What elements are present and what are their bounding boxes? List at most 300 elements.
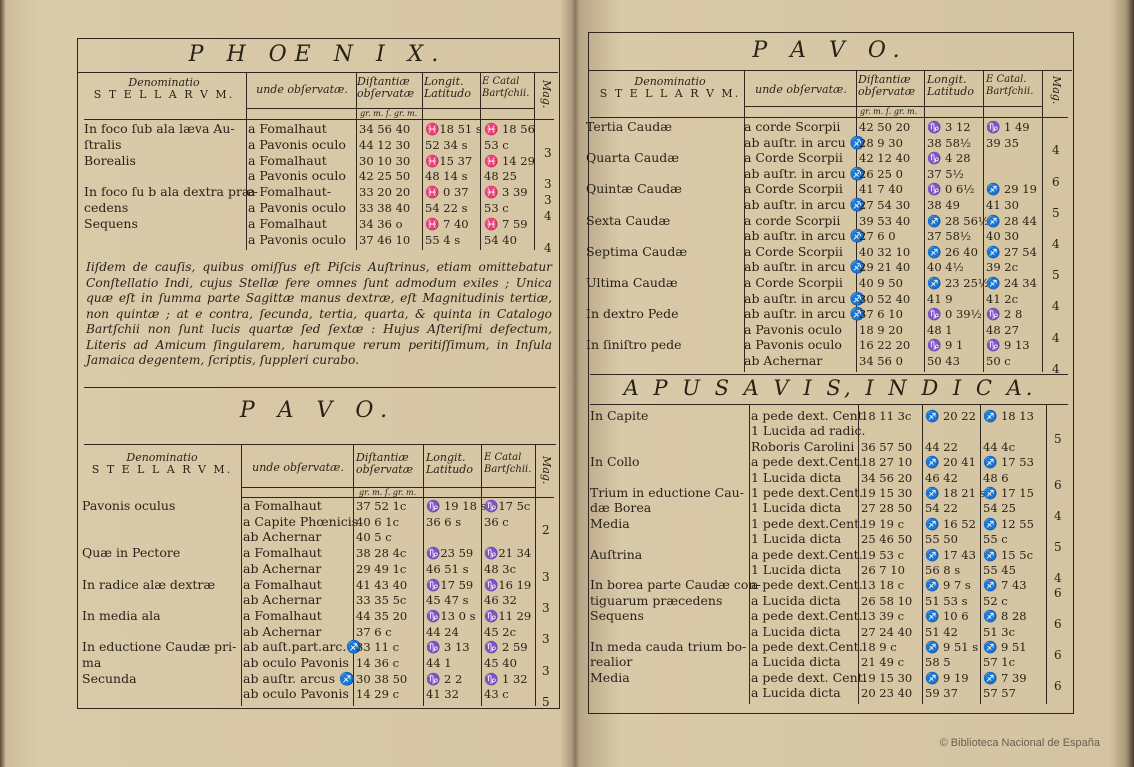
- distance-value: 38 28 4c: [356, 546, 407, 561]
- col-header-distantiae: Diſtantiæ obſervatæ: [356, 451, 414, 476]
- star-name: In foco ſu b ala dextra præ-: [84, 184, 258, 200]
- star-name: In borea parte Caudæ con-: [590, 577, 761, 593]
- longitude-value: 52 34 s: [425, 137, 468, 152]
- longitude-value: ♑ 0 39½: [927, 307, 982, 322]
- longitude-value: 51 42: [925, 624, 958, 639]
- magnitude-value: 2: [542, 522, 550, 537]
- star-name: Sexta Caudæ: [586, 212, 671, 228]
- observed-from: 1 Lucida dicta: [751, 562, 842, 577]
- longitude-value: 45 47 s: [426, 593, 469, 608]
- longitude-value: 48 14 s: [425, 169, 468, 184]
- col-rule: [246, 72, 247, 250]
- observed-from: a Fomalhaut: [248, 121, 327, 136]
- header-rule: [241, 487, 535, 488]
- longitude-value: 46 51 s: [426, 561, 469, 576]
- longitude-value: ♓15 37: [425, 153, 473, 168]
- col-rule: [423, 444, 424, 706]
- star-name: In radice alæ dextræ: [82, 576, 216, 592]
- magnitude-value: 4: [544, 240, 552, 255]
- magnitude-value: 4: [544, 208, 552, 223]
- star-name: In Collo: [590, 454, 640, 470]
- distance-value: 42 50 20: [859, 120, 911, 134]
- divider: [588, 70, 1072, 71]
- magnitude-value: 5: [1052, 205, 1060, 220]
- longitude-value: ♑ 4 28: [927, 151, 971, 166]
- distance-value: 42 25 50: [359, 169, 411, 184]
- distance-value: 26 58 10: [861, 593, 913, 608]
- divider: [590, 404, 1068, 405]
- distance-value: 19 15 30: [861, 486, 913, 500]
- longitude-value: ♐ 20 41: [925, 455, 976, 470]
- longitude-value: 44 1: [426, 656, 452, 670]
- observed-from: a Corde Scorpii: [744, 275, 843, 290]
- catalogue-value: ♑16 19: [484, 577, 532, 592]
- col-header-longitudo: Longit. Latitudo: [927, 73, 974, 98]
- library-credit: © Biblioteca Nacional de España: [939, 737, 1100, 749]
- catalogue-value: 54 40: [484, 232, 517, 247]
- distance-value: 19 19 c: [861, 516, 905, 531]
- col-rule: [353, 444, 354, 706]
- catalogue-value: 54 25: [983, 501, 1016, 516]
- observed-from: a Fomalhaut-: [248, 184, 332, 200]
- magnitude-value: 5: [1054, 432, 1062, 447]
- distance-value: 41 43 40: [356, 577, 408, 592]
- col-rule: [749, 404, 750, 704]
- catalogue-value: ♐ 28 44: [986, 213, 1037, 228]
- catalogue-value: ♐ 8 28: [983, 609, 1027, 624]
- magnitude-value: 5: [542, 695, 550, 710]
- distance-value: 39 53 40: [859, 213, 911, 228]
- col-rule: [924, 70, 925, 372]
- star-name: ſtralis: [84, 136, 122, 152]
- longitude-value: ♓ 0 37: [425, 185, 469, 200]
- magnitude-value: 4: [1052, 299, 1060, 314]
- magnitude-value: 4: [1052, 143, 1060, 158]
- longitude-value: ♐ 28 56½: [927, 213, 990, 228]
- catalogue-value: ♐ 7 39: [983, 670, 1027, 685]
- col-header-denominatio: Denominatio S T E L L A R V M.: [93, 76, 235, 101]
- units-row: gr. m. ſ. gr. m.: [359, 488, 417, 497]
- distance-value: 34 56 20: [861, 470, 913, 485]
- star-name: Tertia Caudæ: [586, 119, 673, 134]
- observed-from: a Fomalhaut: [243, 576, 322, 592]
- catalogue-value: ♐ 29 19: [986, 182, 1037, 197]
- longitude-value: 55 4 s: [425, 232, 461, 247]
- observed-from: ab auſtr. in arcu ♐: [744, 259, 866, 275]
- magnitude-value: 4: [1054, 570, 1062, 585]
- longitude-value: ♑13 0 s: [426, 608, 476, 623]
- catalogue-value: 39 35: [986, 135, 1019, 150]
- col-header-unde: unde obſervatæ.: [256, 83, 348, 96]
- observed-from: a pede dext.Cent.: [751, 454, 863, 470]
- distance-value: 21 49 c: [861, 655, 905, 670]
- star-name: Media: [590, 515, 630, 531]
- observed-from: ab Achernar: [243, 592, 322, 608]
- col-header-magnitudo: Mag.: [1050, 76, 1063, 105]
- distance-value: 41 7 40: [859, 182, 903, 197]
- longitude-value: 50 43: [927, 354, 960, 368]
- observed-from: ab auſt.part.arc.♐: [243, 639, 362, 655]
- star-name: Quintæ Caudæ: [586, 181, 682, 197]
- magnitude-value: 3: [544, 193, 552, 208]
- col-header-catalogus: E Catal. Bartſchii.: [986, 74, 1034, 97]
- catalogue-value: ♐ 15 5c: [983, 547, 1034, 562]
- longitude-value: ♓ 7 40: [425, 216, 469, 231]
- observed-from: a Lucida dicta: [751, 623, 841, 639]
- magnitude-value: 3: [542, 632, 550, 647]
- distance-value: 19 53 c: [861, 547, 905, 562]
- star-name: In dextro Pede: [586, 306, 679, 322]
- distance-value: 29 21 40: [859, 260, 911, 275]
- observed-from: a Fomalhaut: [243, 545, 322, 561]
- header-rule: [744, 106, 1042, 107]
- distance-value: 33 38 40: [359, 201, 411, 215]
- phoenix-title: P H OE N I X.: [188, 42, 447, 67]
- col-header-longitudo: Longit. Latitudo: [426, 451, 473, 476]
- catalogue-value: 50 c: [986, 354, 1011, 368]
- col-rule: [535, 444, 536, 706]
- catalogue-value: ♐ 27 54: [986, 244, 1037, 259]
- observed-from: a Pavonis oculo: [744, 337, 842, 353]
- col-rule: [356, 72, 357, 250]
- distance-value: 27 24 40: [861, 624, 913, 639]
- col-header-distantiae: Diſtantiæ obſervatæ: [357, 75, 415, 100]
- observed-from: a Lucida dicta: [751, 592, 841, 608]
- star-name: In Capite: [590, 408, 649, 423]
- magnitude-value: 3: [544, 145, 552, 160]
- col-rule: [856, 70, 857, 372]
- longitude-value: 41 9: [927, 291, 953, 306]
- distance-value: 37 6 10: [859, 307, 903, 322]
- distance-value: 13 39 c: [861, 609, 905, 624]
- star-name: realior: [590, 654, 633, 670]
- col-header-longitudo: Longit. Latitudo: [424, 75, 471, 100]
- catalogue-value: 55 c: [983, 532, 1008, 547]
- observed-from: a corde Scorpii: [744, 212, 841, 228]
- observed-from: a Pavonis oculo: [248, 231, 346, 247]
- distance-value: 33 35 5c: [356, 593, 407, 608]
- catalogue-value: 39 2c: [986, 260, 1019, 275]
- divider: [77, 72, 558, 73]
- col-rule: [481, 444, 482, 706]
- distance-value: 20 23 40: [861, 686, 913, 701]
- observed-from: ab Achernar: [243, 529, 322, 545]
- star-name: Quarta Caudæ: [586, 150, 679, 166]
- longitude-value: ♑ 2 2: [426, 671, 463, 686]
- catalogue-value: ♑ 1 49: [986, 120, 1030, 134]
- catalogue-value: 41 2c: [986, 291, 1019, 306]
- longitude-value: ♐ 20 22: [925, 409, 976, 423]
- distance-value: 42 12 40: [859, 151, 911, 166]
- catalogue-value: 52 c: [983, 593, 1008, 608]
- magnitude-value: 4: [1052, 330, 1060, 345]
- catalogue-value: ♑ 2 59: [484, 640, 528, 655]
- catalogue-value: 48 27: [986, 322, 1019, 337]
- catalogue-value: ♑ 1 32: [484, 671, 528, 686]
- longitude-value: 54 22 s: [425, 201, 468, 215]
- catalogue-value: ♓ 3 39: [484, 185, 528, 200]
- distance-value: 29 49 1c: [356, 561, 407, 576]
- star-name: Auſtrina: [590, 546, 643, 562]
- phoenix-note-paragraph: Iiſdem de cauſis, quibus omiſſus eſt Piſcis Auſtrinus, etiam omittebatur Conſtellatio Indi, cujus Stellæ fere omnes ſunt admodum exiles ; Unica quæ eſt in ſumma parte Sagittæ manus dextræ, eſt Magnitudinis tertiæ, non quintæ ; at e contra, ſecunda, tertia, quarta, & quinta in Catalogo Bartſchii non ſunt lucis quartæ ſed ſextæ : Hujus Aſteriſmi defectum, Literis ad Amicum ſingularem, harumque rerum peritiſſimum, in Inſula Jamaica degentem, ſcriptis, ſuppleri curabo.: [86, 260, 552, 367]
- magnitude-value: 3: [542, 663, 550, 678]
- longitude-value: 40 4½: [927, 260, 964, 275]
- catalogue-value: ♐ 12 55: [983, 516, 1034, 531]
- catalogue-value: ♑21 34: [484, 546, 532, 561]
- catalogue-value: ♑ 9 13: [986, 338, 1030, 353]
- distance-value: 13 18 c: [861, 578, 905, 593]
- col-rule: [480, 72, 481, 250]
- distance-value: 25 46 50: [861, 532, 913, 547]
- magnitude-value: 6: [1054, 647, 1062, 662]
- col-header-distantiae: Diſtantiæ obſervatæ: [858, 73, 916, 98]
- distance-value: 40 32 10: [859, 244, 911, 259]
- distance-value: 33 20 20: [359, 185, 411, 200]
- observed-from: 1 pede dext.Cent.: [751, 515, 864, 531]
- observed-from: ab auſtr. in arcu ♐: [744, 134, 866, 150]
- catalogue-value: ♑ 2 8: [986, 307, 1023, 322]
- distance-value: 26 25 0: [859, 166, 903, 181]
- observed-from: a Pavonis oculo: [248, 168, 346, 184]
- observed-from: a Lucida dicta: [751, 654, 841, 670]
- observed-from: a corde Scorpii: [744, 119, 841, 134]
- longitude-value: 55 50: [925, 532, 958, 547]
- catalogue-value: ♓ 7 59: [484, 216, 528, 231]
- longitude-value: ♑ 3 12: [927, 120, 971, 134]
- distance-value: 27 6 0: [859, 229, 896, 244]
- observed-from: a pede dext.Cent.: [751, 546, 863, 562]
- apus-title: A P U S A V I S, I N D I C A.: [623, 376, 1037, 400]
- magnitude-value: 6: [1054, 616, 1062, 631]
- observed-from: a Capite Phœnicis: [243, 513, 359, 529]
- magnitude-value: 5: [1054, 539, 1062, 554]
- star-name: Borealis: [84, 152, 136, 168]
- observed-from: a pede dext.Cent.: [751, 608, 863, 624]
- distance-value: 37 6 c: [356, 624, 392, 639]
- magnitude-value: 5: [1052, 268, 1060, 283]
- catalogue-value: 48 25: [484, 169, 517, 184]
- col-header-magnitudo: Mag.: [540, 456, 553, 485]
- distance-value: 44 35 20: [356, 608, 408, 623]
- star-name: Septima Caudæ: [586, 243, 688, 259]
- longitude-value: 48 1: [927, 322, 953, 337]
- observed-from: ab auſtr. arcus ♐: [243, 670, 355, 686]
- catalogue-value: 45 40: [484, 656, 517, 670]
- col-header-magnitudo: Mag.: [540, 80, 553, 109]
- longitude-value: 41 32: [426, 687, 459, 702]
- catalogue-value: 55 45: [983, 563, 1016, 577]
- magnitude-value: 4: [1054, 509, 1062, 524]
- observed-from: 1 Lucida dicta: [751, 500, 842, 516]
- col-rule: [422, 72, 423, 250]
- longitude-value: ♐ 17 43: [925, 547, 976, 562]
- longitude-value: ♑23 59: [426, 546, 474, 561]
- observed-from: ab auſtr. in arcu ♐: [744, 306, 866, 322]
- magnitude-value: 6: [1054, 586, 1062, 601]
- star-name: tiguarum præcedens: [590, 592, 723, 608]
- distance-value: 28 9 30: [859, 135, 903, 150]
- distance-value: 44 12 30: [359, 137, 411, 152]
- observed-from: a Lucida dicta: [751, 685, 841, 701]
- longitude-value: ♐ 10 6: [925, 609, 969, 624]
- observed-from: ab oculo Pavonis: [243, 655, 349, 670]
- catalogue-value: 36 c: [484, 514, 509, 529]
- section-divider: [84, 387, 556, 388]
- col-header-catalogus: E Catal Bartſchii.: [484, 452, 532, 475]
- distance-value: 19 15 30: [861, 670, 913, 685]
- star-name: Trium in eductione Cau-: [590, 485, 744, 500]
- longitude-value: ♐ 9 51 s: [925, 640, 979, 654]
- longitude-value: ♐ 18 21 s: [925, 486, 986, 500]
- longitude-value: 51 53 s: [925, 593, 968, 608]
- observed-from: a Fomalhaut: [243, 607, 322, 623]
- longitude-value: 58 5: [925, 655, 951, 670]
- longitude-value: 38 58½: [927, 135, 972, 150]
- longitude-value: 44 22: [925, 439, 958, 454]
- magnitude-value: 6: [1052, 174, 1060, 189]
- catalogue-value: ♐ 17 53: [983, 455, 1034, 470]
- units-row: gr. m. ſ. gr. m.: [360, 109, 418, 118]
- catalogue-value: ♓ 18 56: [484, 122, 535, 136]
- catalogue-value: 45 2c: [484, 624, 517, 639]
- distance-value: 34 56 40: [359, 122, 411, 136]
- distance-value: 40 6 1c: [356, 514, 400, 529]
- observed-from: a pede dext.Cent.: [751, 639, 863, 654]
- longitude-value: ♐ 9 7 s: [925, 578, 971, 593]
- observed-from: 1 Lucida dicta: [751, 531, 842, 547]
- star-name: In foco ſub ala læva Au-: [84, 121, 235, 136]
- col-header-denominatio: Denominatio S T E L L A R V M.: [91, 451, 233, 476]
- magnitude-value: 3: [542, 601, 550, 616]
- catalogue-value: 48 6: [983, 470, 1009, 485]
- observed-from: a Corde Scorpii: [744, 243, 843, 259]
- catalogue-value: ♐ 24 34: [986, 276, 1037, 290]
- col-header-catalogus: E Catal Bartſchii.: [482, 76, 530, 99]
- divider: [84, 444, 556, 445]
- longitude-value: 44 24: [426, 624, 459, 639]
- observed-from: a Pavonis oculo: [248, 136, 346, 152]
- distance-value: 27 28 50: [861, 501, 913, 516]
- star-name: In meda cauda trium bo-: [590, 639, 747, 654]
- observed-from: a pede dext. Cent.: [751, 408, 867, 423]
- catalogue-value: 57 57: [983, 686, 1016, 701]
- observed-from: a Fomalhaut: [248, 215, 327, 231]
- observed-from: 1 Lucida dicta: [751, 469, 842, 485]
- longitude-value: ♑17 59: [426, 577, 474, 592]
- catalogue-value: 51 3c: [983, 624, 1016, 639]
- star-name: In ſiniſtro pede: [586, 337, 682, 353]
- star-name: Sequens: [590, 608, 644, 624]
- magnitude-value: 6: [1054, 678, 1062, 693]
- observed-from: a Pavonis oculo: [248, 200, 346, 215]
- star-name: cedens: [84, 200, 129, 215]
- observed-from: 1 pede dext.Cent.: [751, 485, 864, 500]
- observed-from: ab auſtr. in arcu ♐: [744, 228, 866, 244]
- star-name: Secunda: [82, 670, 137, 686]
- longitude-value: ♑ 3 13: [426, 640, 470, 655]
- catalogue-value: ♓ 14 29: [484, 153, 535, 168]
- observed-from: 1 Lucida ad radic.: [751, 423, 866, 439]
- catalogue-value: ♐ 7 43: [983, 578, 1027, 593]
- distance-value: 26 7 10: [861, 563, 905, 577]
- header-rule: [590, 117, 1068, 118]
- longitude-value: 36 6 s: [426, 514, 462, 529]
- distance-value: 37 52 1c: [356, 499, 407, 513]
- longitude-value: 37 5½: [927, 166, 964, 181]
- observed-from: a Fomalhaut: [243, 498, 322, 513]
- observed-from: ab Achernar: [243, 623, 322, 639]
- longitude-value: ♓18 51 s: [425, 122, 482, 136]
- col-rule: [922, 404, 923, 704]
- catalogue-value: 53 c: [484, 137, 509, 152]
- star-name: In eductione Caudæ pri-: [82, 639, 237, 655]
- observed-from: ab Achernar: [744, 353, 823, 368]
- longitude-value: 56 8 s: [925, 563, 961, 577]
- catalogue-value: ♐ 9 51: [983, 640, 1027, 654]
- distance-value: 18 27 10: [861, 455, 913, 470]
- observed-from: ab Achernar: [243, 560, 322, 576]
- observed-from: a pede dext.Cent.: [751, 577, 863, 593]
- col-header-denominatio: Denominatio S T E L L A R V M.: [599, 75, 741, 100]
- longitude-value: ♐ 23 25½: [927, 276, 990, 290]
- observed-from: a pede dext. Cent.: [751, 669, 867, 685]
- catalogue-value: ♑17 5c: [484, 499, 531, 513]
- longitude-value: 37 58½: [927, 229, 972, 244]
- catalogue-value: 43 c: [484, 687, 509, 702]
- distance-value: 37 46 10: [359, 232, 411, 247]
- distance-value: 34 56 0: [859, 354, 903, 368]
- distance-value: 33 11 c: [356, 640, 400, 655]
- longitude-value: ♐ 16 52: [925, 516, 976, 531]
- observed-from: a Fomalhaut: [248, 152, 327, 168]
- col-header-unde: unde obſervatæ.: [252, 461, 344, 474]
- col-rule: [241, 444, 242, 706]
- col-rule: [980, 404, 981, 704]
- units-row: gr. m. ſ. gr. m.: [860, 107, 918, 116]
- longitude-value: 59 37: [925, 686, 958, 701]
- star-name: Pavonis oculus: [82, 498, 176, 513]
- catalogue-value: 40 30: [986, 229, 1019, 244]
- distance-value: 14 29 c: [356, 687, 400, 702]
- observed-from: ab oculo Pavonis: [243, 686, 349, 702]
- distance-value: 40 9 50: [859, 276, 903, 290]
- star-name: Ultima Caudæ: [586, 275, 678, 290]
- pavo-title-left: P A V O.: [239, 398, 396, 423]
- catalogue-value: ♐ 18 13: [983, 409, 1034, 423]
- catalogue-value: ♑11 29: [484, 608, 532, 623]
- distance-value: 18 9 20: [859, 322, 903, 337]
- magnitude-value: 3: [544, 177, 552, 192]
- longitude-value: ♑ 9 1: [927, 338, 964, 353]
- col-header-unde: unde obſervatæ.: [755, 83, 847, 96]
- distance-value: 30 38 50: [356, 671, 408, 686]
- catalogue-value: 57 1c: [983, 655, 1016, 670]
- col-rule: [1042, 70, 1043, 372]
- observed-from: ab auſtr. in arcu ♐: [744, 197, 866, 212]
- catalogue-value: 53 c: [484, 201, 509, 215]
- star-name: Media: [590, 669, 630, 685]
- magnitude-value: 3: [542, 569, 550, 584]
- magnitude-value: 4: [1052, 237, 1060, 251]
- longitude-value: 46 42: [925, 470, 958, 485]
- distance-value: 36 57 50: [861, 439, 913, 454]
- distance-value: 30 52 40: [859, 291, 911, 306]
- catalogue-value: 46 32: [484, 593, 517, 608]
- longitude-value: 38 49: [927, 198, 960, 212]
- star-name: In media ala: [82, 607, 161, 623]
- section-divider: [590, 374, 1068, 375]
- longitude-value: ♐ 9 19: [925, 670, 969, 685]
